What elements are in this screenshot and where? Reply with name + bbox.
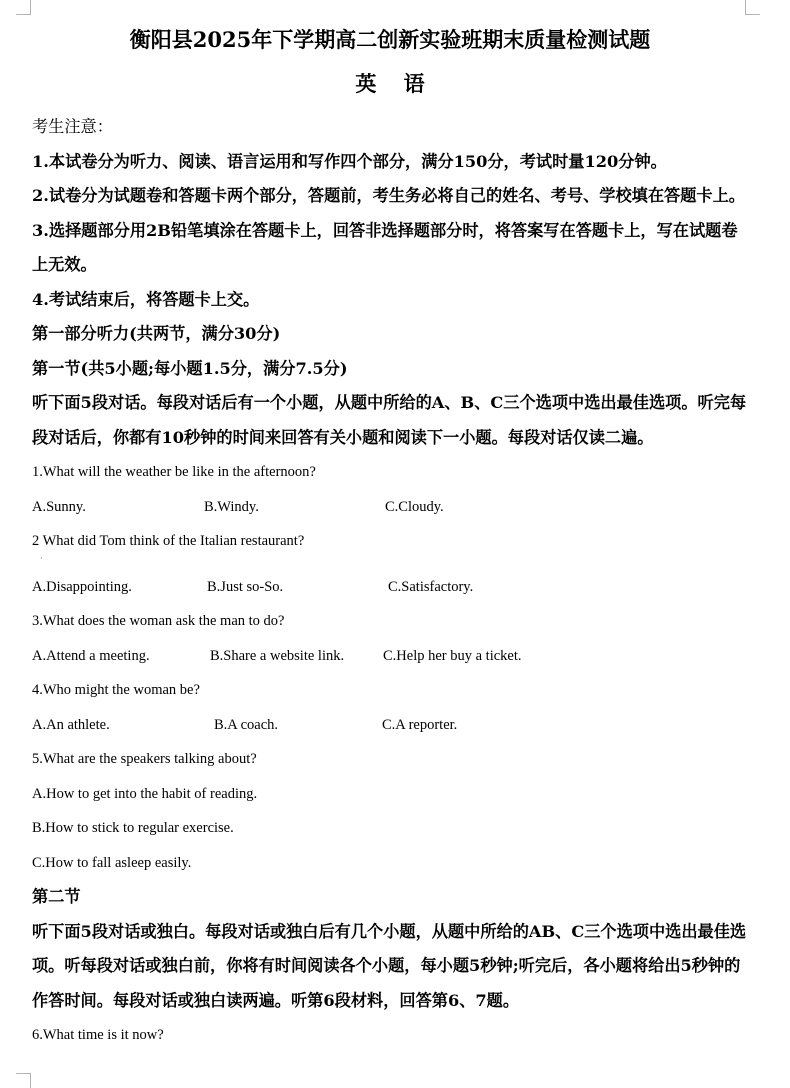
q3-option-b: B.Share a website link. bbox=[210, 647, 345, 664]
spacer bbox=[32, 553, 748, 570]
section2-instructions: 听下面5段对话或独白。每段对话或独白后有几个小题，从题中所给的AB、C三个选项中选出最佳选项。听每段对话或独白前，你将有时间阅读各个小题，每小题5秒钟;听完后，各小题将给出5秒钟的作答时间。每段对话或独白读两遍。听第6段材料，回答第6、7题。 bbox=[32, 921, 747, 1010]
q5-option-b: B.How to stick to regular exercise. bbox=[32, 820, 234, 836]
notice-item-1: 1.本试卷分为听力、阅读、语言运用和写作四个部分，满分150分，考试时量120分钟。 bbox=[32, 151, 667, 171]
crop-mark-bottom-left bbox=[16, 1073, 31, 1088]
q1-option-b: B.Windy. bbox=[204, 498, 259, 515]
part1-heading: 第一部分听力(共两节，满分30分) bbox=[32, 324, 281, 343]
q4-option-a: A.An athlete. bbox=[32, 716, 110, 733]
crop-mark-top-right bbox=[745, 0, 760, 15]
exam-subject: 英 语 bbox=[355, 71, 435, 96]
section2-heading: 第二节 bbox=[32, 887, 81, 906]
q2-option-b: B.Just so-So. bbox=[207, 578, 284, 595]
q3-option-a: A.Attend a meeting. bbox=[32, 647, 150, 664]
question-2-options bbox=[32, 570, 748, 605]
notice-item-3: 3.选择题部分用2B铅笔填涂在答题卡上，回答非选择题部分时，将答案写在答题卡上，写在试题卷上无效。 bbox=[32, 220, 738, 274]
exam-page bbox=[32, 22, 748, 1053]
q5-option-a: A.How to get into the habit of reading. bbox=[32, 785, 258, 802]
question-3-options bbox=[32, 639, 748, 674]
exam-title: 衡阳县2025年下学期高二创新实验班期末质量检测试题 bbox=[129, 27, 651, 52]
q4-option-b: B.A coach. bbox=[214, 716, 279, 733]
q4-option-c: C.A reporter. bbox=[382, 716, 458, 733]
section1-heading: 第一节(共5小题;每小题1.5分，满分7.5分) bbox=[32, 358, 348, 378]
question-4-options bbox=[32, 708, 748, 743]
q2-option-c: C.Satisfactory. bbox=[388, 578, 474, 595]
question-4-stem: 4.Who might the woman be? bbox=[32, 682, 200, 698]
q2-option-a: A.Disappointing. bbox=[32, 578, 132, 595]
question-5-stem: 5.What are the speakers talking about? bbox=[32, 751, 257, 767]
question-6-stem: 6.What time is it now? bbox=[32, 1027, 164, 1043]
crop-mark-top-left bbox=[16, 0, 31, 15]
q1-option-a: A.Sunny. bbox=[32, 498, 86, 515]
q1-option-c: C.Cloudy. bbox=[385, 498, 444, 515]
q3-option-c: C.Help her buy a ticket. bbox=[383, 647, 522, 664]
question-2-stem: 2 What did Tom think of the Italian restaurant? bbox=[32, 533, 305, 549]
notice-heading: 考生注意： bbox=[32, 117, 113, 136]
question-3-stem: 3.What does the woman ask the man to do? bbox=[32, 613, 285, 629]
notice-item-2: 2.试卷分为试题卷和答题卡两个部分，答题前，考生务必将自己的姓名、考号、学校填在答题卡上。 bbox=[32, 186, 745, 205]
question-1-options bbox=[32, 490, 748, 525]
stray-mark: · bbox=[40, 553, 43, 563]
section1-instructions: 听下面5段对话。每段对话后有一个小题，从题中所给的A、B、C三个选项中选出最佳选项。听完每段对话后，你都有10秒钟的时间来回答有关小题和阅读下一小题。每段对话仅读二遍。 bbox=[32, 393, 747, 447]
notice-item-4: 4.考试结束后，将答题卡上交。 bbox=[32, 289, 260, 309]
question-1-stem: 1.What will the weather be like in the afternoon? bbox=[32, 464, 316, 480]
q5-option-c: C.How to fall asleep easily. bbox=[32, 854, 192, 871]
